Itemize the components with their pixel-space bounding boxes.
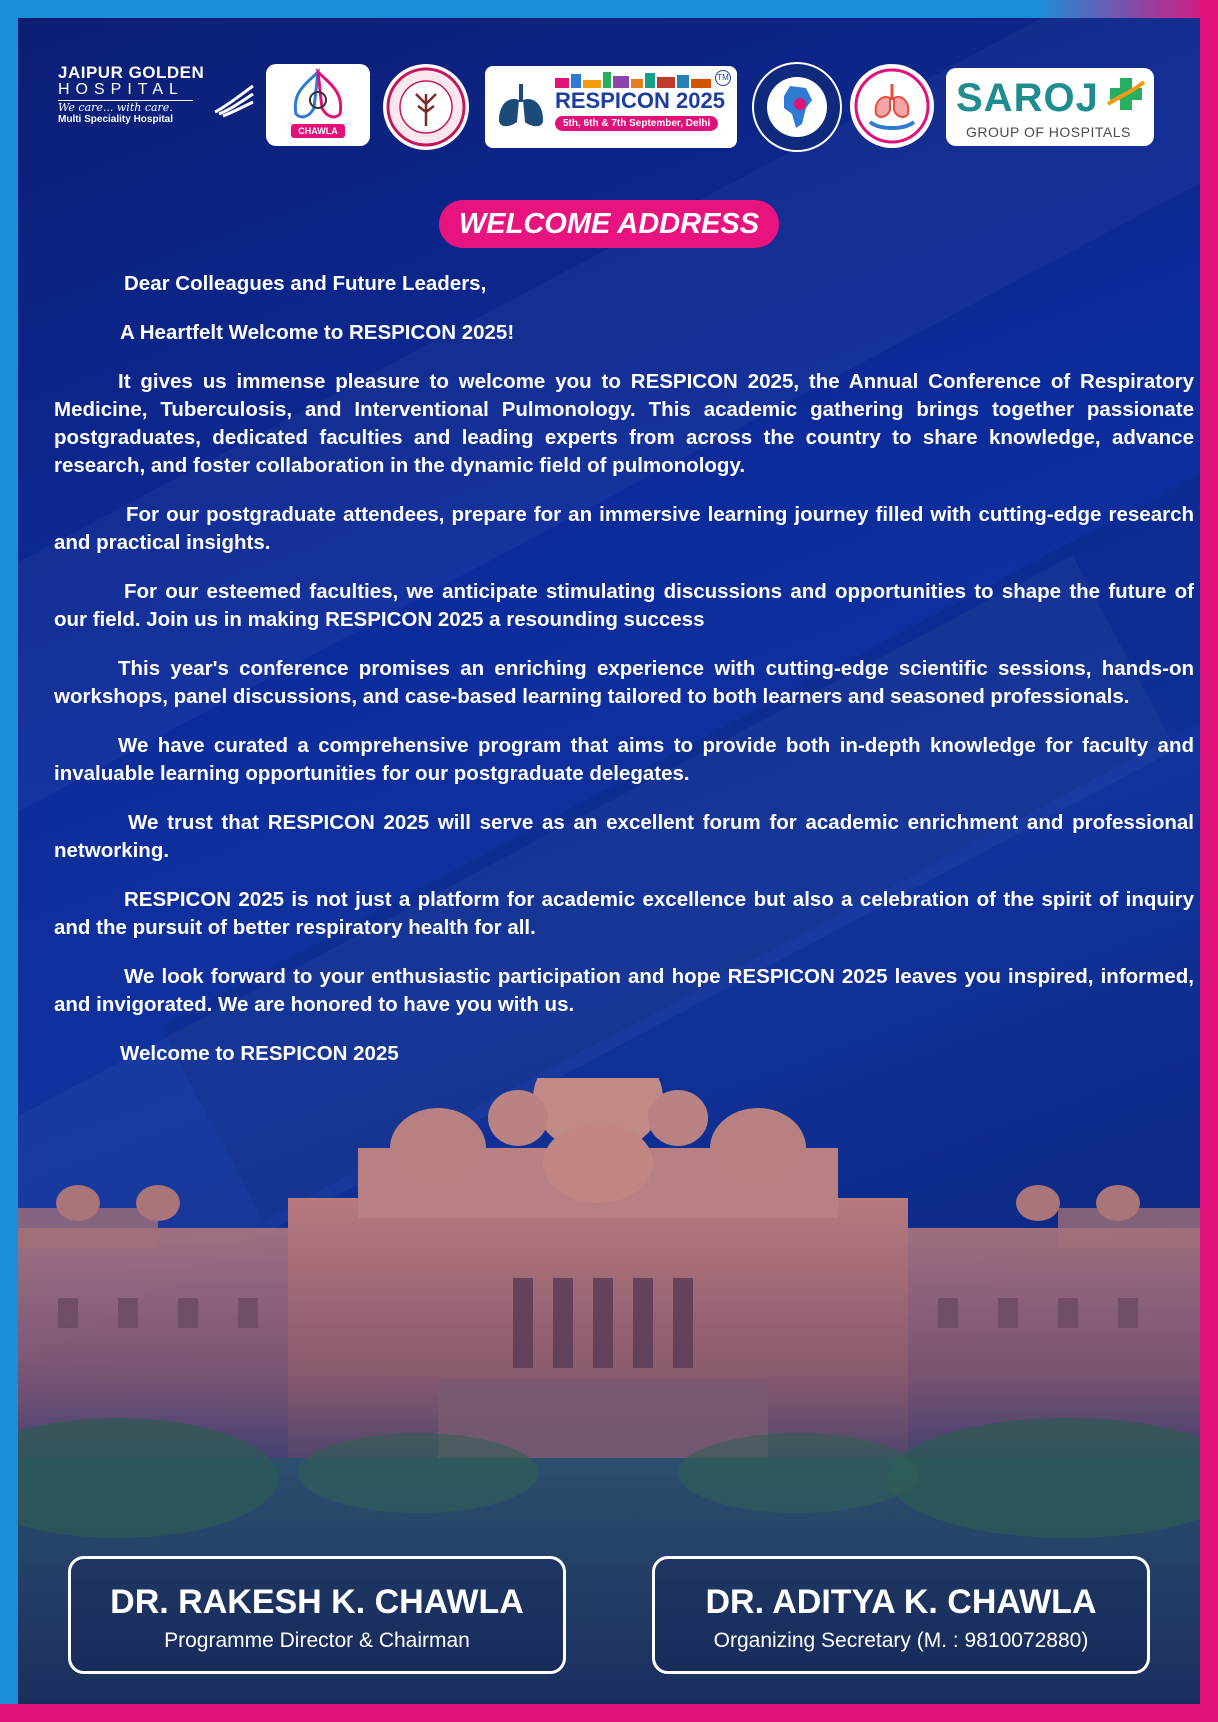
page-title: WELCOME ADDRESS	[439, 200, 779, 248]
paragraph: For our esteemed faculties, we anticipate stimulating discussions and opportunities to shape the future of our field. Join us in making RESPICON 2025 a resounding success	[54, 580, 1194, 631]
pulmonary-foundation-logo	[850, 64, 934, 148]
paragraph: We trust that RESPICON 2025 will serve as an excellent forum for academic enrichment and professional networking.	[54, 811, 1194, 862]
jgh-line1: JAIPUR GOLDEN	[58, 63, 205, 82]
jgh-sub: Multi Speciality Hospital	[58, 114, 174, 125]
saroj-name: SAROJ	[956, 76, 1099, 120]
frame-left-border	[0, 0, 18, 1722]
wing-icon	[213, 82, 255, 118]
iab-logo	[752, 62, 842, 152]
signatory-role: Organizing Secretary (M. : 9810072880)	[713, 1629, 1089, 1652]
frame-bottom-border	[0, 1704, 1218, 1722]
sponsor-logos	[18, 46, 1200, 146]
saroj-group-logo	[946, 68, 1154, 146]
paragraph: For our postgraduate attendees, prepare for an immersive learning journey filled with cutting-edge research and practical insights.	[54, 503, 1194, 554]
paragraph: This year's conference promises an enriching experience with cutting-edge scientific sessions, hands-on workshops, panel discussions, and case-based learning tailored to both learners and seasoned professionals.	[54, 657, 1194, 708]
paragraph: We look forward to your enthusiastic participation and hope RESPICON 2025 leaves you inspired, informed, and invigorated. We are honored to have you with us.	[54, 965, 1194, 1016]
respicon-dates: 5th, 6th & 7th September, Delhi	[555, 116, 718, 131]
signatory-card	[68, 1556, 566, 1674]
welcome-letter	[54, 270, 1194, 1089]
lungs-icon	[266, 64, 370, 124]
chawla-logo	[266, 64, 370, 146]
closing: Welcome to RESPICON 2025	[120, 1042, 399, 1065]
signatory-name: DR. RAKESH K. CHAWLA	[110, 1583, 524, 1621]
paragraph: We have curated a comprehensive program that aims to provide both in-depth knowledge for faculty and invaluable learning opportunities for our postgraduate delegates.	[54, 734, 1194, 785]
saroj-sub: GROUP OF HOSPITALS	[966, 124, 1131, 140]
respicon-logo	[485, 66, 737, 148]
lungs-hands-icon	[850, 64, 934, 148]
paragraph: It gives us immense pleasure to welcome you to RESPICON 2025, the Annual Conference of Respiratory Medicine, Tuberculosis, and Interventional Pulmonology. This academic gathering brings together passionate postgraduates, dedicated faculties and leading experts from across the country to share knowledge, advance research, and foster collaboration in the dynamic field of pulmonology.	[54, 370, 1194, 477]
jgh-line2: HOSPITAL	[58, 81, 184, 98]
skyline-icon	[555, 70, 715, 88]
signatory-name: DR. ADITYA K. CHAWLA	[705, 1583, 1097, 1621]
jaipur-golden-hospital-logo	[58, 64, 258, 144]
signatory-card	[652, 1556, 1150, 1674]
trademark-mark: TM	[715, 70, 731, 86]
poster	[18, 18, 1200, 1704]
salutation: Dear Colleagues and Future Leaders,	[124, 272, 487, 295]
lungs-icon	[495, 80, 547, 132]
jgh-tagline: We care... with care.	[58, 100, 193, 114]
chawla-label: CHAWLA	[291, 124, 345, 138]
india-map-icon	[754, 64, 840, 150]
respicon-name: RESPICON 2025	[555, 88, 725, 113]
indian-chest-society-logo	[383, 64, 469, 150]
frame-top-border	[0, 0, 1218, 18]
tree-emblem-icon	[383, 64, 469, 150]
paragraph: RESPICON 2025 is not just a platform for academic excellence but also a celebration of the spirit of inquiry and the pursuit of better respiratory health for all.	[54, 888, 1194, 939]
headline: A Heartfelt Welcome to RESPICON 2025!	[120, 321, 515, 344]
frame-right-border	[1200, 0, 1218, 1722]
signatory-role: Programme Director & Chairman	[164, 1629, 470, 1652]
cross-swoosh-icon	[1106, 74, 1146, 114]
